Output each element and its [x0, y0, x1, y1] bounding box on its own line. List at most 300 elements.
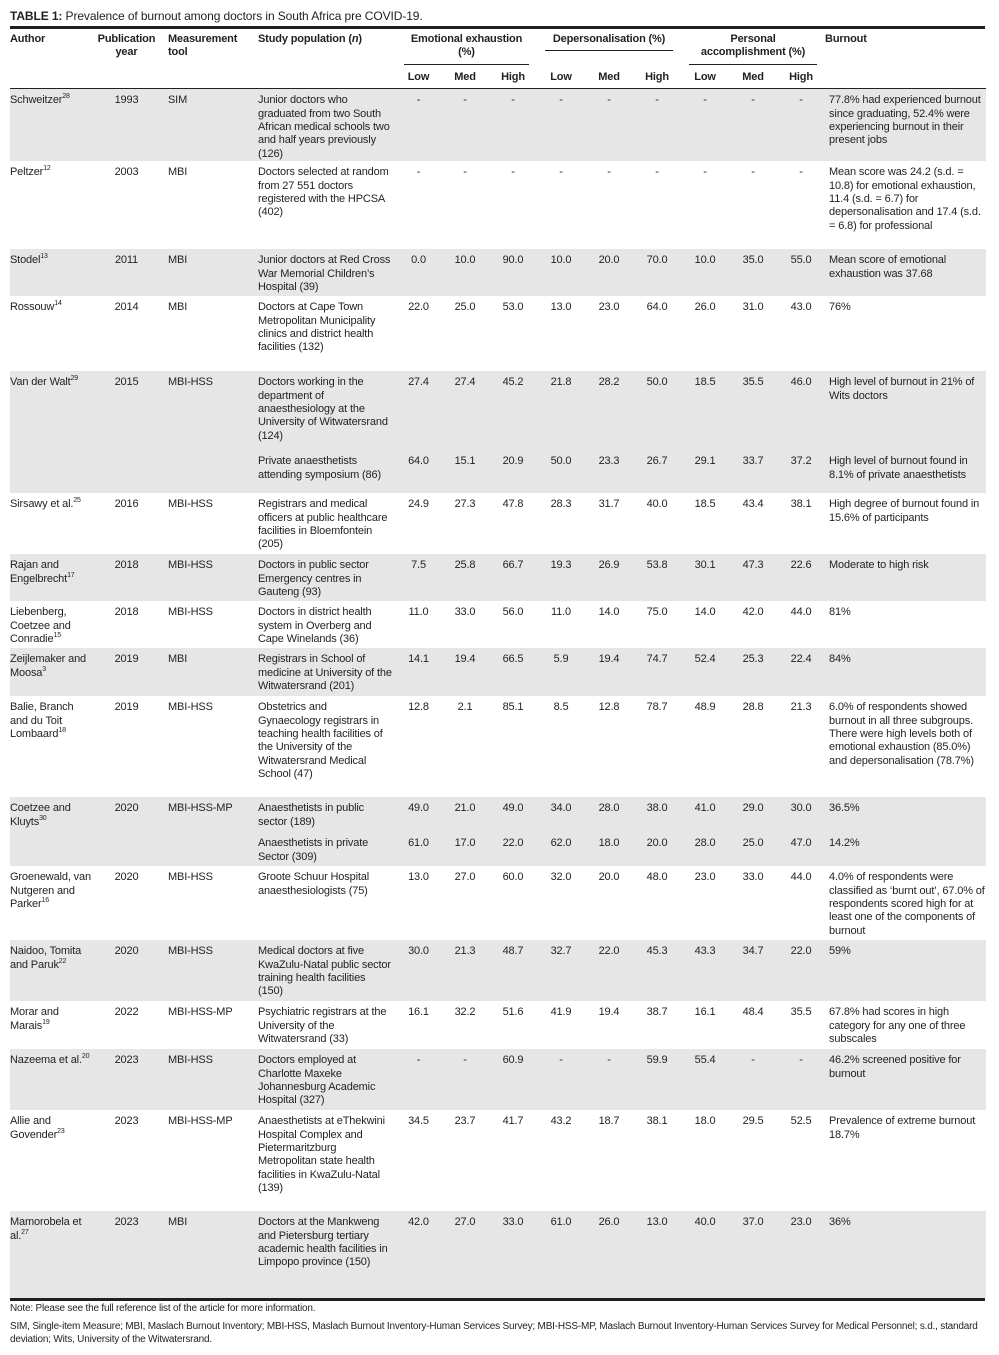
measurement-tool: MBI-HSS-MP: [168, 797, 258, 866]
header-burnout: Burnout: [825, 33, 867, 45]
ee-low-value: 34.5: [408, 1115, 429, 1128]
burnout-result: 77.8% had experienced burnout since graduating, 52.4% were experiencing burnout in their present jobs: [825, 89, 986, 162]
ee-low-value: 11.0: [408, 606, 429, 619]
pa-med-value: 29.5: [742, 1115, 764, 1128]
author-name: Balie, Branch and du Toit Lombaard: [10, 701, 74, 741]
pa-low-value: 43.3: [681, 940, 729, 1001]
dp-low-value: 50.0: [537, 450, 585, 493]
study-population: Registrars in School of medicine at University of the Witwatersrand (201): [258, 648, 396, 696]
dp-high-value: 64.0: [646, 301, 668, 314]
publication-year: 1993: [95, 89, 168, 162]
measurement-tool: MBI: [168, 648, 258, 696]
dp-low-value: 11.0: [551, 606, 571, 619]
reference-number: 15: [53, 632, 61, 640]
study-population: Doctors at the Mankweng and Pietersburg tertiary academic health facilities in Limpopo province (150): [258, 1211, 396, 1298]
ee-high-value: 60.0: [502, 871, 524, 884]
study-population: Doctors at Cape Town Metropolitan Municipality clinics and district health facilities (132): [258, 301, 376, 354]
dp-low-value: -: [559, 166, 563, 179]
dp-high-value: 74.7: [633, 648, 681, 696]
reference-number: 3: [42, 665, 47, 673]
reference-number: 17: [67, 571, 75, 579]
dp-med-value: 26.9: [585, 554, 633, 601]
study-population: Junior doctors who graduated from two South African medical schools two and half years previously (126): [258, 89, 396, 162]
dp-low-value: 10.0: [537, 249, 585, 296]
study-population: Doctors selected at random from 27 551 doctors registered with the HPCSA (402): [258, 166, 389, 219]
measurement-tool: MBI-HSS: [168, 1049, 258, 1110]
ee-med-value: -: [441, 1049, 489, 1110]
pa-low-value: 40.0: [681, 1211, 729, 1298]
study-population: Doctors in district health system in Overberg and Cape Winelands (36): [258, 606, 372, 646]
author-name: Rossouw: [10, 301, 55, 314]
dp-med-value: 14.0: [598, 606, 620, 619]
publication-year: 2011: [95, 249, 168, 296]
publication-year: 2018: [114, 606, 139, 619]
header-personal-accomplishment: [681, 29, 825, 65]
dp-med-value: 18.7: [598, 1115, 620, 1128]
pa-high-value: 47.0: [777, 832, 825, 866]
ee-med-value: 10.0: [441, 249, 489, 296]
measurement-tool: MBI-HSS: [168, 554, 258, 601]
subheader-med: Med: [742, 70, 764, 83]
burnout-result: 4.0% of respondents were classified as ‘burnt out’, 67.0% of respondents scored high for at least one of the components of burnout: [829, 871, 985, 937]
burnout-result: 67.8% had scores in high category for any one of three subscales: [829, 1006, 966, 1046]
measurement-tool: MBI: [168, 1211, 258, 1298]
dp-med-value: 28.0: [585, 797, 633, 832]
burnout-result: High degree of burnout found in 15.6% of participants: [829, 498, 980, 524]
ee-high-value: 22.0: [489, 832, 537, 866]
pa-high-value: 23.0: [777, 1211, 825, 1298]
burnout-result: Prevalence of extreme burnout 18.7%: [829, 1115, 976, 1141]
study-population: Doctors in public sector Emergency centres in Gauteng (93): [258, 554, 396, 601]
table-row: [10, 1001, 986, 1049]
burnout-result: Mean score of emotional exhaustion was 37.68: [825, 249, 986, 296]
subheader-high: High: [789, 70, 813, 83]
ee-low-value: 61.0: [396, 832, 441, 866]
ee-high-value: -: [511, 166, 515, 179]
publication-year: 2023: [95, 1049, 168, 1110]
study-population: Private anaesthetists attending symposium (86): [258, 450, 396, 493]
dp-high-value: 20.0: [633, 832, 681, 866]
ee-med-value: 33.0: [454, 606, 476, 619]
pa-low-value: 14.0: [694, 606, 716, 619]
author-cell: [10, 554, 95, 601]
pa-low-value: 28.0: [681, 832, 729, 866]
study-population: Groote Schuur Hospital anaesthesiologists (75): [258, 871, 370, 897]
author-name: Nazeema et al.: [10, 1054, 82, 1067]
header-dp-text: Depersonalisation (%): [545, 33, 673, 51]
pa-high-value: 22.6: [777, 554, 825, 601]
pa-low-value: 18.0: [694, 1115, 716, 1128]
table-row: [10, 1211, 986, 1298]
table-row: [10, 696, 986, 797]
table-title: Prevalence of burnout among doctors in South Africa pre COVID-19.: [62, 9, 423, 23]
pa-high-value: 35.5: [790, 1006, 812, 1019]
publication-year: 2022: [114, 1006, 139, 1019]
pa-low-value: 26.0: [694, 301, 716, 314]
author-cell: [10, 296, 95, 371]
burnout-result: Mean score was 24.2 (s.d. = 10.8) for emotional exhaustion, 11.4 (s.d. = 6.7) for depersonalisation and 17.4 (s.d. = 6.8) for professional: [829, 166, 981, 232]
ee-high-value: 66.5: [489, 648, 537, 696]
pa-low-value: 55.4: [681, 1049, 729, 1110]
ee-low-value: 49.0: [396, 797, 441, 832]
reference-number: 16: [41, 897, 49, 905]
pa-high-value: 52.5: [790, 1115, 812, 1128]
dp-high-value: 70.0: [633, 249, 681, 296]
subheader-high: High: [645, 70, 669, 83]
dp-med-value: 23.0: [598, 301, 620, 314]
burnout-result: Moderate to high risk: [825, 554, 986, 601]
dp-high-value: 45.3: [633, 940, 681, 1001]
note-text: Note: Please see the full reference list of the article for more information.: [10, 1303, 316, 1314]
study-population: Anaesthetists at eThekwini Hospital Complex and Pietermaritzburg Metropolitan state health facilities in KwaZulu-Natal (139): [258, 1115, 385, 1195]
pa-med-value: 25.3: [729, 648, 777, 696]
publication-year: 2014: [114, 301, 139, 314]
dp-med-value: -: [585, 1049, 633, 1110]
reference-number: 27: [21, 1228, 29, 1236]
publication-year: 2003: [114, 166, 139, 179]
ee-high-value: 56.0: [502, 606, 524, 619]
pa-med-value: 33.0: [742, 871, 764, 884]
dp-high-value: 13.0: [633, 1211, 681, 1298]
dp-med-value: -: [585, 89, 633, 162]
dp-low-value: 21.8: [537, 371, 585, 450]
subheader-low: Low: [550, 70, 572, 83]
measurement-tool: MBI-HSS-MP: [168, 1006, 233, 1019]
ee-low-value: 13.0: [408, 871, 429, 884]
study-population: Anaesthetists in public sector (189): [258, 797, 396, 832]
dp-med-value: 22.0: [585, 940, 633, 1001]
author-cell: [10, 1001, 95, 1049]
author-name: Coetzee and Kluyts: [10, 802, 71, 828]
pa-low-value: 41.0: [681, 797, 729, 832]
dp-low-value: 5.9: [537, 648, 585, 696]
ee-high-value: 60.9: [489, 1049, 537, 1110]
pa-med-value: 48.4: [742, 1006, 764, 1019]
publication-year: 2015: [95, 371, 168, 493]
author-name: Mamorobela et al.: [10, 1216, 82, 1242]
dp-high-value: 48.0: [646, 871, 668, 884]
author-name: Peltzer: [10, 166, 44, 179]
reference-number: 19: [42, 1018, 50, 1026]
dp-med-value: 28.2: [585, 371, 633, 450]
ee-high-value: 45.2: [489, 371, 537, 450]
table-row: [10, 89, 986, 162]
pa-med-value: 35.5: [729, 371, 777, 450]
study-population: Junior doctors at Red Cross War Memorial Children’s Hospital (39): [258, 249, 396, 296]
pa-low-value: 18.5: [681, 371, 729, 450]
table-row: [10, 371, 986, 450]
author-name: Groenewald, van Nutgeren and Parker: [10, 871, 91, 911]
ee-med-value: 27.4: [441, 371, 489, 450]
author-cell: [10, 601, 95, 648]
pa-med-value: 29.0: [729, 797, 777, 832]
measurement-tool: MBI-HSS: [168, 371, 258, 493]
table-row: [10, 249, 986, 296]
ee-med-value: -: [441, 89, 489, 162]
author-name: Naidoo, Tomita and Paruk: [10, 945, 82, 971]
dp-high-value: 38.1: [646, 1115, 668, 1128]
publication-year: 2020: [114, 871, 139, 884]
reference-number: 22: [58, 957, 67, 965]
publication-year: 2020: [95, 797, 168, 866]
pa-med-value: 42.0: [742, 606, 764, 619]
dp-low-value: 28.3: [550, 498, 572, 511]
burnout-result: High level of burnout found in 8.1% of private anaesthetists: [825, 450, 986, 493]
measurement-tool: MBI-HSS: [168, 606, 213, 619]
pa-high-value: 30.0: [777, 797, 825, 832]
dp-high-value: 53.8: [633, 554, 681, 601]
dp-med-value: 23.3: [585, 450, 633, 493]
ee-high-value: 51.6: [502, 1006, 524, 1019]
dp-med-value: 20.0: [585, 249, 633, 296]
burnout-result: 76%: [829, 301, 851, 314]
ee-low-value: 14.1: [396, 648, 441, 696]
study-population: Anaesthetists in private Sector (309): [258, 832, 396, 866]
pa-low-value: 48.9: [694, 701, 716, 714]
reference-number: 18: [58, 727, 66, 735]
publication-year: 2016: [114, 498, 139, 511]
dp-med-value: 12.8: [598, 701, 620, 714]
header-depersonalisation: [537, 29, 681, 65]
author-cell: [10, 940, 95, 1001]
dp-med-value: -: [607, 166, 611, 179]
pa-med-value: 25.0: [729, 832, 777, 866]
ee-low-value: 7.5: [396, 554, 441, 601]
author-cell: [10, 371, 95, 493]
table-row: [10, 601, 986, 648]
burnout-result: 36%: [825, 1211, 986, 1298]
pa-low-value: 30.1: [681, 554, 729, 601]
pa-high-value: 46.0: [777, 371, 825, 450]
ee-high-value: 49.0: [489, 797, 537, 832]
ee-med-value: 2.1: [457, 701, 473, 714]
ee-low-value: 16.1: [408, 1006, 429, 1019]
dp-high-value: -: [633, 89, 681, 162]
measurement-tool: MBI-HSS: [168, 498, 213, 511]
burnout-table: [10, 26, 985, 1301]
pa-med-value: -: [729, 89, 777, 162]
pa-med-value: -: [729, 1049, 777, 1110]
dp-low-value: 19.3: [537, 554, 585, 601]
burnout-result: 59%: [825, 940, 986, 1001]
dp-low-value: 32.0: [550, 871, 572, 884]
ee-high-value: 48.7: [489, 940, 537, 1001]
reference-number: 20: [81, 1053, 90, 1061]
study-population: Doctors employed at Charlotte Maxeke Johannesburg Academic Hospital (327): [258, 1049, 396, 1110]
dp-high-value: 78.7: [646, 701, 668, 714]
author-name: Morar and Marais: [10, 1006, 59, 1032]
pa-low-value: -: [703, 166, 707, 179]
ee-low-value: 64.0: [396, 450, 441, 493]
ee-low-value: -: [396, 1049, 441, 1110]
dp-high-value: -: [655, 166, 659, 179]
pa-high-value: 21.3: [790, 701, 812, 714]
ee-high-value: 53.0: [502, 301, 524, 314]
burnout-result: 36.5%: [825, 797, 986, 832]
measurement-tool: MBI: [168, 166, 188, 179]
table-row: [10, 1049, 986, 1110]
burnout-result: 14.2%: [825, 832, 986, 866]
ee-med-value: -: [463, 166, 467, 179]
pa-low-value: 16.1: [694, 1006, 716, 1019]
dp-med-value: 19.4: [585, 648, 633, 696]
dp-high-value: 75.0: [646, 606, 668, 619]
author-name: Stodel: [10, 254, 41, 267]
header-population-close: ): [358, 33, 362, 45]
dp-high-value: 38.0: [633, 797, 681, 832]
ee-med-value: 21.0: [441, 797, 489, 832]
ee-low-value: -: [416, 166, 421, 179]
table-row: [10, 1110, 986, 1211]
pa-high-value: 44.0: [790, 606, 812, 619]
author-name: Van der Walt: [10, 376, 71, 389]
pa-high-value: -: [777, 1049, 825, 1110]
burnout-result: 81%: [829, 606, 851, 619]
dp-low-value: -: [537, 1049, 585, 1110]
author-name: Allie and Govender: [10, 1115, 58, 1141]
reference-number: 12: [43, 165, 51, 173]
ee-high-value: 66.7: [489, 554, 537, 601]
ee-med-value: 27.0: [454, 871, 476, 884]
dp-med-value: 20.0: [598, 871, 620, 884]
pa-low-value: -: [681, 89, 729, 162]
dp-low-value: 61.0: [537, 1211, 585, 1298]
ee-low-value: 42.0: [396, 1211, 441, 1298]
dp-low-value: 13.0: [550, 301, 572, 314]
header-author: Author: [10, 33, 46, 45]
ee-med-value: 23.7: [454, 1115, 476, 1128]
author-cell: [10, 493, 95, 554]
ee-low-value: 12.8: [408, 701, 429, 714]
ee-med-value: 32.2: [454, 1006, 476, 1019]
reference-number: 23: [57, 1127, 65, 1135]
measurement-tool: MBI-HSS-MP: [168, 1115, 233, 1128]
author-cell: [10, 696, 95, 797]
pa-high-value: -: [799, 166, 803, 179]
table-row: [10, 940, 986, 1001]
pa-low-value: 52.4: [681, 648, 729, 696]
publication-year: 2020: [95, 940, 168, 1001]
dp-med-value: 18.0: [585, 832, 633, 866]
publication-year: 2023: [95, 1211, 168, 1298]
header-pa-text: Personal accomplishment (%): [689, 33, 817, 65]
dp-med-value: 26.0: [585, 1211, 633, 1298]
author-name: Schweitzer: [10, 94, 63, 107]
table-notes: [10, 1302, 990, 1351]
table-row: [10, 493, 986, 554]
dp-med-value: 31.7: [598, 498, 620, 511]
ee-low-value: 0.0: [396, 249, 441, 296]
pa-med-value: 37.0: [729, 1211, 777, 1298]
measurement-tool: MBI-HSS: [168, 701, 213, 714]
dp-low-value: 32.7: [537, 940, 585, 1001]
author-cell: [10, 1211, 95, 1298]
ee-med-value: 25.0: [454, 301, 476, 314]
pa-low-value: 18.5: [694, 498, 716, 511]
subheader-low: Low: [694, 70, 716, 83]
ee-high-value: -: [489, 89, 537, 162]
pa-high-value: 22.4: [777, 648, 825, 696]
ee-low-value: -: [396, 89, 441, 162]
ee-high-value: 47.8: [502, 498, 524, 511]
measurement-tool: MBI-HSS: [168, 940, 258, 1001]
reference-number: 28: [62, 93, 70, 101]
pa-high-value: -: [777, 89, 825, 162]
abbreviations-text: SIM, Single-item Measure; MBI, Maslach Burnout Inventory; MBI-HSS, Maslach Burnout Inventory-Human Services Survey; MBI-HSS-MP, Maslach Burnout Inventory-Human Services Survey for Medical Personnel; s.d., standard deviation; Wits, University of the Witwatersrand.: [10, 1321, 978, 1345]
header-population-text: Study population (: [258, 33, 352, 45]
ee-low-value: 24.9: [408, 498, 429, 511]
ee-med-value: 15.1: [441, 450, 489, 493]
reference-number: 29: [70, 375, 79, 383]
table-label: TABLE 1:: [10, 9, 63, 23]
measurement-tool: MBI-HSS: [168, 871, 213, 884]
study-population: Registrars and medical officers at public healthcare facilities in Bloemfontein (205): [258, 498, 388, 551]
ee-high-value: 33.0: [489, 1211, 537, 1298]
author-name: Liebenberg, Coetzee and Conradie: [10, 606, 71, 646]
pa-med-value: 43.4: [742, 498, 764, 511]
study-population: Medical doctors at five KwaZulu-Natal public sector training health facilities (150): [258, 940, 396, 1001]
ee-med-value: 27.0: [441, 1211, 489, 1298]
dp-low-value: 62.0: [537, 832, 585, 866]
reference-number: 30: [39, 814, 47, 822]
author-cell: [10, 249, 95, 296]
author-name: Rajan and Engelbrecht: [10, 559, 68, 585]
subheader-low: Low: [407, 70, 430, 83]
table-row: [10, 554, 986, 601]
author-name: Zeijlemaker and Moosa: [10, 653, 87, 679]
pa-low-value: 29.1: [681, 450, 729, 493]
pa-med-value: 28.8: [742, 701, 764, 714]
publication-year: 2019: [95, 648, 168, 696]
author-cell: [10, 89, 95, 162]
author-cell: [10, 161, 95, 249]
publication-year: 2019: [114, 701, 139, 714]
ee-low-value: 30.0: [396, 940, 441, 1001]
ee-med-value: 19.4: [441, 648, 489, 696]
ee-med-value: 27.3: [454, 498, 476, 511]
ee-high-value: 85.1: [502, 701, 524, 714]
pa-high-value: 55.0: [777, 249, 825, 296]
pa-med-value: -: [751, 166, 755, 179]
dp-low-value: 41.9: [550, 1006, 572, 1019]
ee-med-value: 17.0: [441, 832, 489, 866]
burnout-result: 84%: [825, 648, 986, 696]
pa-high-value: 43.0: [790, 301, 812, 314]
burnout-result: 6.0% of respondents showed burnout in all three subgroups. There were high levels both of emotional exhaustion (85.0%) and depersonalisation (78.7%): [829, 701, 974, 767]
header-population-n: n: [351, 33, 359, 45]
dp-low-value: -: [537, 89, 585, 162]
header-emotional-exhaustion: [396, 29, 537, 65]
publication-year: 2023: [114, 1115, 139, 1128]
dp-high-value: 38.7: [646, 1006, 668, 1019]
pa-high-value: 44.0: [790, 871, 812, 884]
study-population: Psychiatric registrars at the University of the Witwatersrand (33): [258, 1006, 387, 1046]
ee-high-value: 90.0: [489, 249, 537, 296]
author-cell: [10, 866, 95, 940]
pa-high-value: 22.0: [777, 940, 825, 1001]
ee-high-value: 41.7: [502, 1115, 524, 1128]
header-ee-text: Emotional exhaustion (%): [404, 33, 529, 65]
pa-low-value: 10.0: [681, 249, 729, 296]
dp-high-value: 50.0: [633, 371, 681, 450]
subheader-med: Med: [454, 70, 476, 83]
pa-med-value: 33.7: [729, 450, 777, 493]
pa-med-value: 31.0: [742, 301, 764, 314]
measurement-tool: SIM: [168, 89, 258, 162]
publication-year: 2018: [95, 554, 168, 601]
ee-med-value: 21.3: [441, 940, 489, 1001]
pa-med-value: 47.3: [729, 554, 777, 601]
